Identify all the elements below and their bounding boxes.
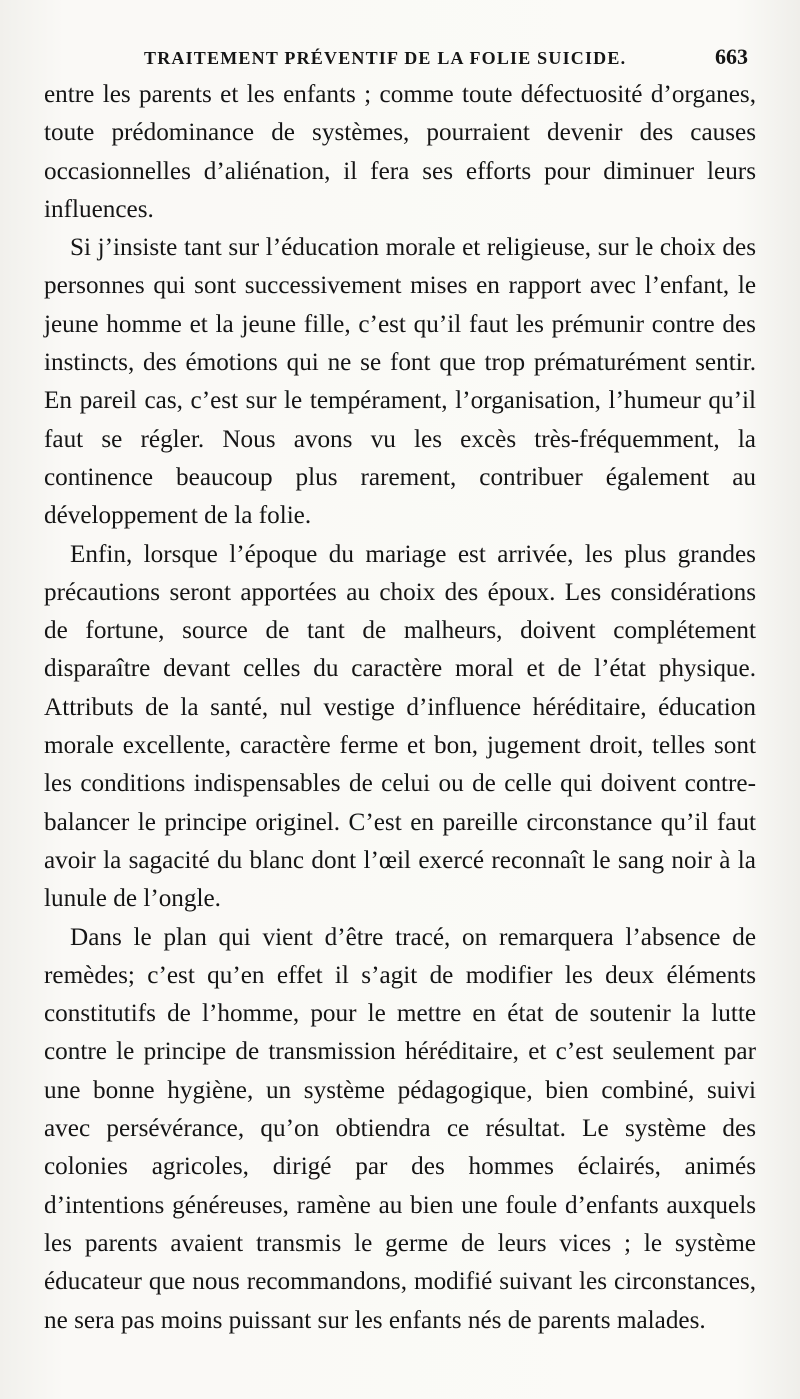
paragraph-plan: Dans le plan qui vient d’être tracé, on remarquera l’absence de remèdes; c’est qu’en effet il s’agit de modifier les deux éléments constitutifs de l’homme, pour le mettre en état de soutenir la lutte contre le principe de transmission héréditaire, et c’est seulement par une bonne hygiène, un système pédagogique, bien combiné, suivi avec persévérance, qu’on obtiendra ce résultat. Le système des colonies agricoles, dirigé par des hommes éclairés, animés d’intentions généreuses, ramène au bien une foule d’enfants auxquels les parents avaient transmis le germe de leurs vices ; le système éducateur que nous recommandons, modifié suivant les circonstances, ne sera pas moins puissant sur les enfants nés de parents malades. (44, 923, 756, 1334)
running-title: TRAITEMENT PRÉVENTIF DE LA FOLIE SUICIDE. (144, 48, 627, 68)
paragraph-education: Si j’insiste tant sur l’éducation morale et religieuse, sur le choix des personnes qui sont successivement mises en rapport avec l’enfant, le jeune homme et la jeune fille, c’est qu’il faut les prémunir contre des instincts, des émotions qui ne se font que trop prématurément sentir. En pareil cas, c’est sur le tempérament, l’organisation, l’humeur qu’il faut se régler. Nous avons vu les excès très-fréquemment, la continence beaucoup plus rarement, contribuer également au développement de la folie. (44, 234, 756, 530)
page-header (44, 40, 756, 76)
paragraph-continued: entre les parents et les enfants ; comme toute défectuosité d’organes, toute prédominance de systèmes, pourraient devenir des causes occasionnelles d’aliénation, il fera ses efforts pour diminuer leurs influences. (44, 81, 756, 223)
paragraph-marriage: Enfin, lorsque l’époque du mariage est arrivée, les plus grandes précautions seront apportées au choix des époux. Les considérations de fortune, source de tant de malheurs, doivent complétement disparaître devant celles du caractère moral et de l’état physique. Attributs de la santé, nul vestige d’influence héréditaire, éducation morale excellente, caractère ferme et bon, jugement droit, telles sont les conditions indispensables de celui ou de celle qui doivent contre-balancer le principe originel. C’est en pareille circonstance qu’il faut avoir la sagacité du blanc dont l’œil exercé reconnaît le sang noir à la lunule de l’ongle. (44, 540, 756, 913)
body-text (44, 76, 756, 1340)
page-number: 663 (715, 44, 748, 69)
